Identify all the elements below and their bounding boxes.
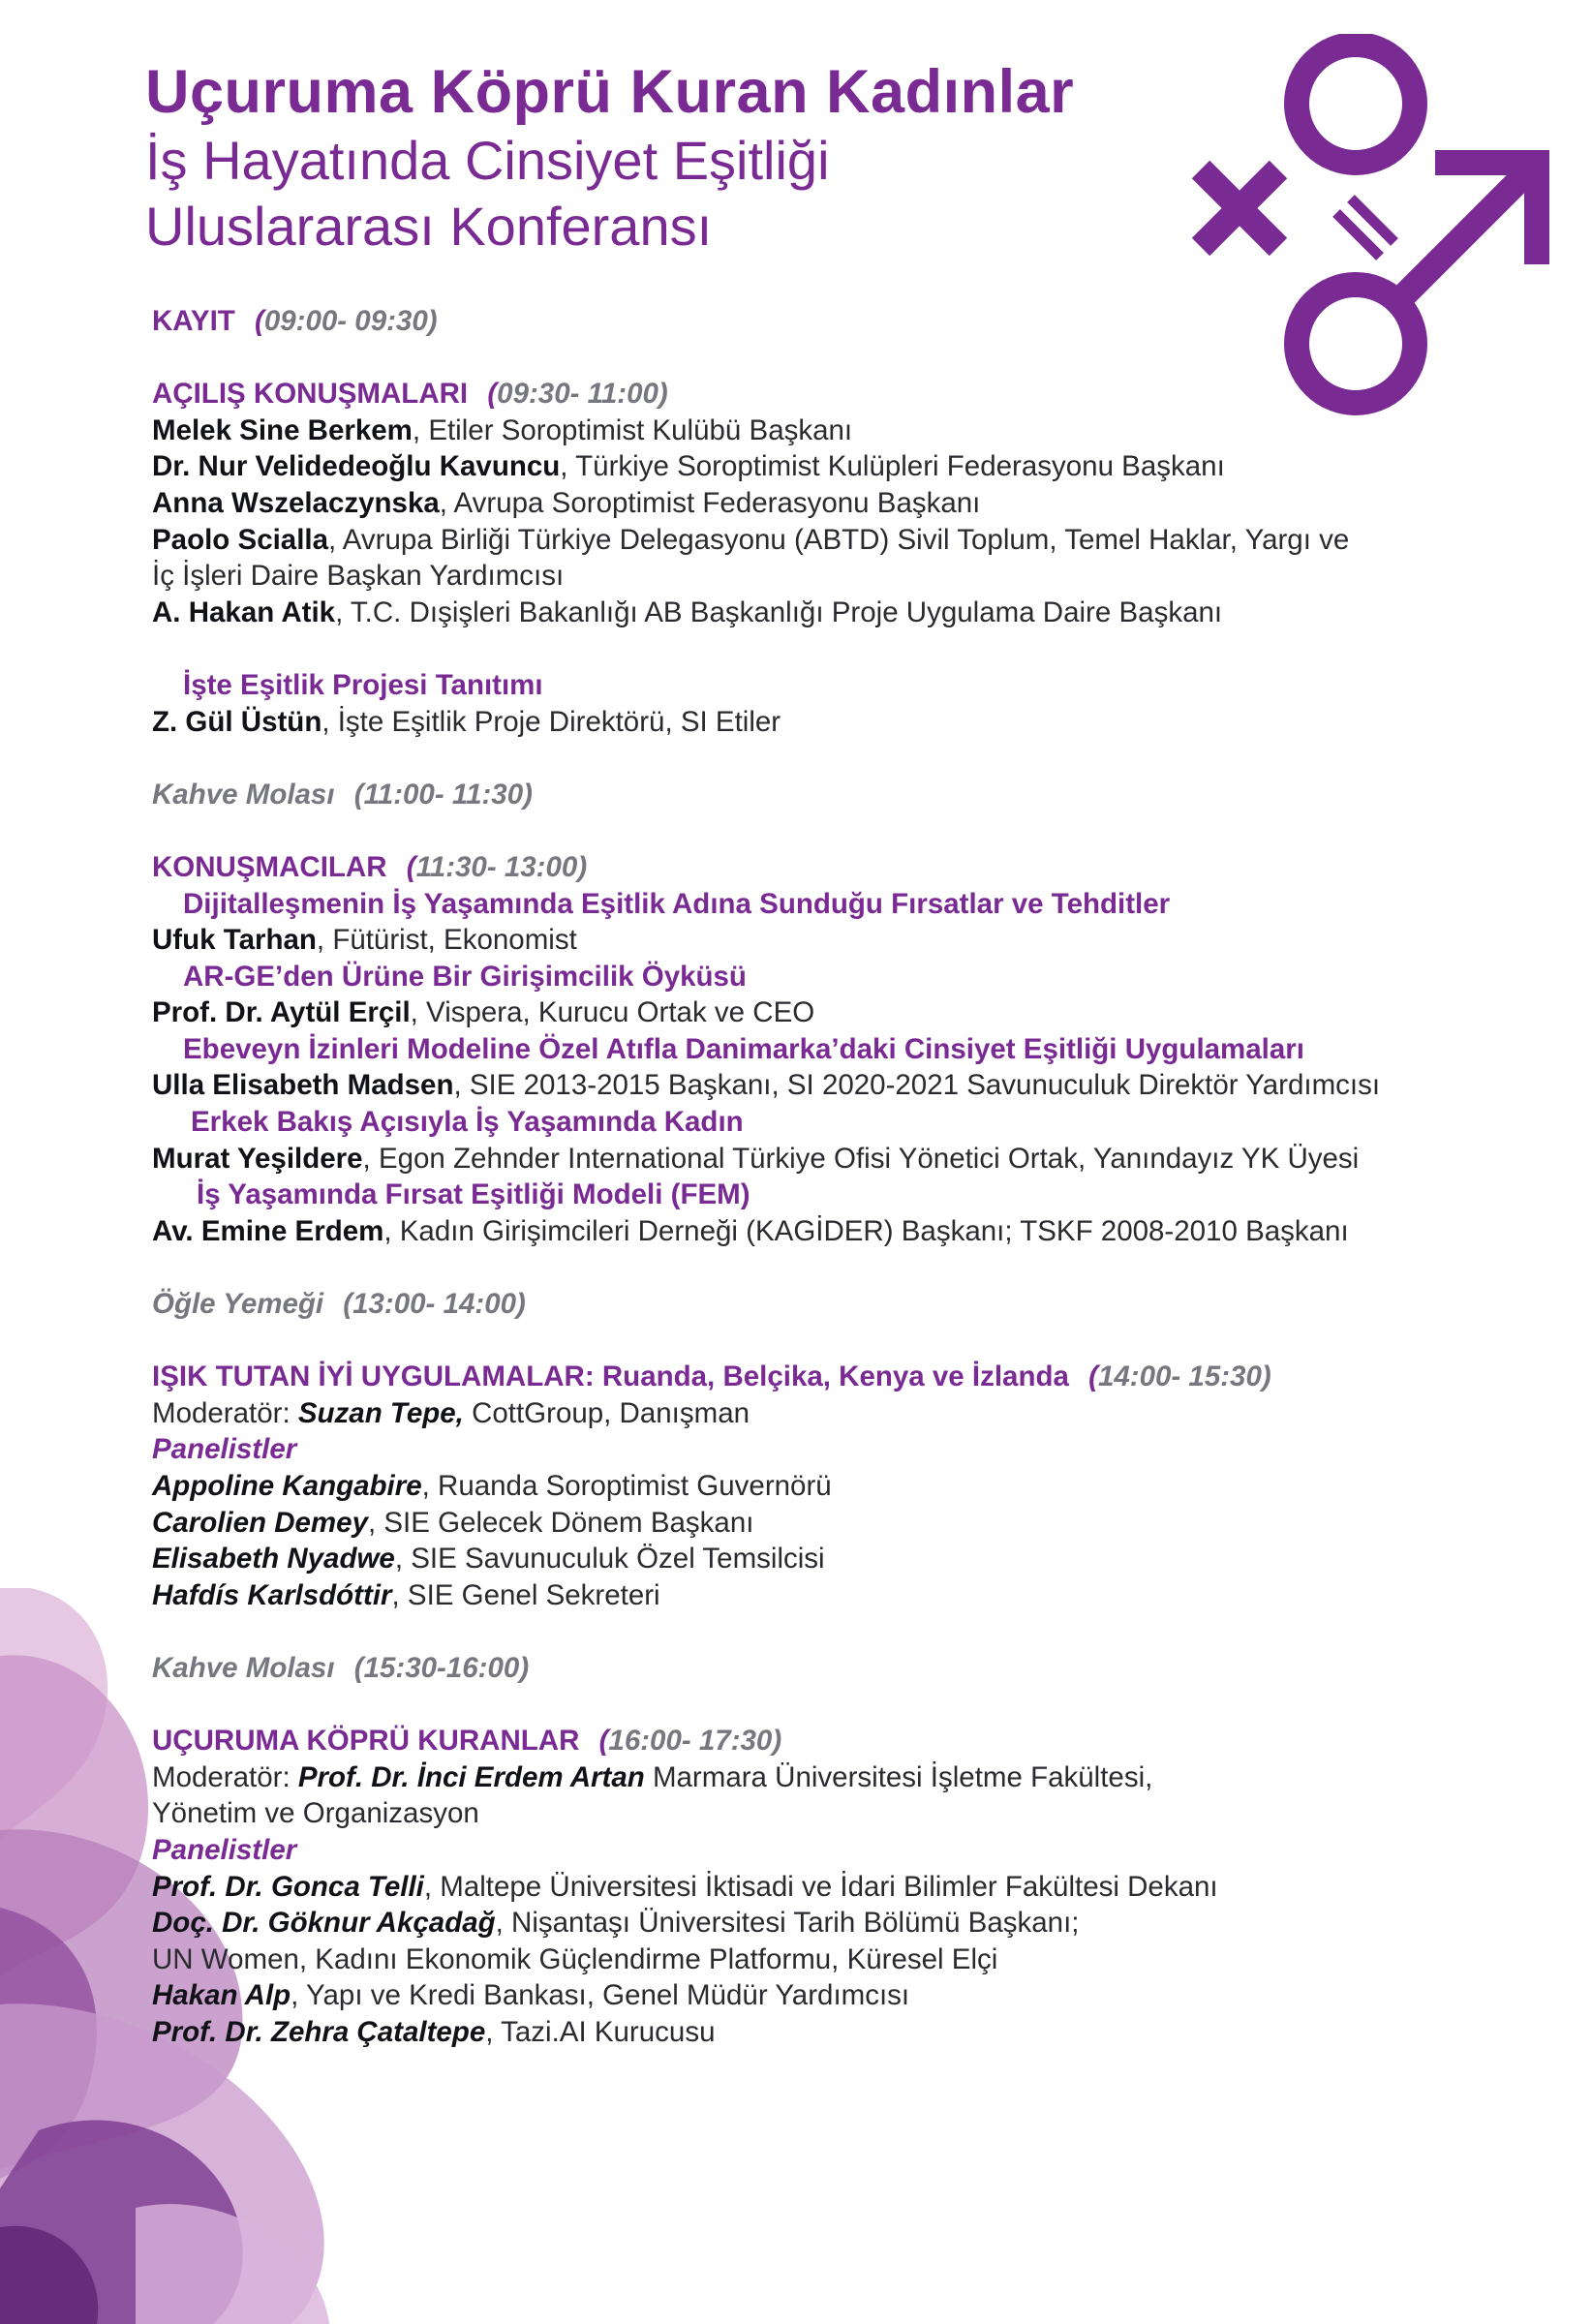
- moderator-row: Moderatör: Suzan Tepe, CottGroup, Danışman: [152, 1396, 750, 1429]
- conference-title: [145, 56, 1074, 260]
- talk-topic: İş Yaşamında Fırsat Eşitliği Modeli (FEM): [197, 1178, 750, 1211]
- time-range: (15:30-16:00): [353, 1651, 530, 1684]
- title-line-3: Uluslararası Konferansı: [145, 196, 713, 257]
- moderator-row: Moderatör: Prof. Dr. İnci Erdem Artan Marmara Üniversitesi İşletme Fakültesi,: [152, 1760, 1153, 1793]
- talk-topic: Dijitalleşmenin İş Yaşamında Eşitlik Adına Sunduğu Fırsatlar ve Tehditler: [183, 887, 1171, 920]
- speaker-row: Av. Emine Erdem, Kadın Girişimcileri Derneği (KAGİDER) Başkanı; TSKF 2008-2010 Başkanı: [152, 1214, 1349, 1247]
- registration-row: [152, 303, 1411, 340]
- panelist-row: Prof. Dr. Zehra Çataltepe, Tazi.AI Kurucusu: [152, 2015, 716, 2048]
- bridge-header: [152, 1723, 1411, 1759]
- good-practices-header: [152, 1359, 1411, 1395]
- title-line-2: İş Hayatında Cinsiyet Eşitliği: [145, 130, 830, 191]
- section-title: UÇURUMA KÖPRÜ KURANLAR: [152, 1725, 580, 1758]
- coffee-break-row: Kahve Molası (11:00- 11:30): [152, 778, 533, 810]
- section-title: KONUŞMACILAR: [152, 850, 387, 883]
- speaker-row: Z. Gül Üstün, İşte Eşitlik Proje Direktörü, SI Etiler: [152, 705, 781, 738]
- speaker-row: Prof. Dr. Aytül Erçil, Vispera, Kurucu Ortak ve CEO: [152, 996, 815, 1029]
- section-title: AÇILIŞ KONUŞMALARI: [152, 378, 469, 411]
- talk-topic: Erkek Bakış Açısıyla İş Yaşamında Kadın: [191, 1106, 744, 1139]
- talk-topic: AR-GE’den Ürüne Bir Girişimcilik Öyküsü: [183, 960, 747, 993]
- speaker-row: Dr. Nur Velidedeoğlu Kavuncu, Türkiye Soroptimist Kulüpleri Federasyonu Başkanı: [152, 450, 1225, 483]
- speaker-row: Paolo Scialla, Avrupa Birliği Türkiye Delegasyonu (ABTD) Sivil Toplum, Temel Haklar, Yargı ve: [152, 523, 1350, 556]
- speaker-row-continued: İç İşleri Daire Başkan Yardımcısı: [152, 560, 565, 593]
- coffee-break-row: Kahve Molası (15:30-16:00): [152, 1651, 530, 1684]
- title-line-1: Uçuruma Köprü Kuran Kadınlar: [145, 58, 1075, 126]
- time-range: (11:00- 11:30): [353, 778, 533, 810]
- time-range: (09:00- 09:30): [255, 305, 438, 337]
- opening-header: [152, 376, 1411, 413]
- time-range: (13:00- 14:00): [343, 1288, 526, 1321]
- panelist-row: Hafdís Karlsdóttir, SIE Genel Sekreteri: [152, 1578, 660, 1611]
- time-range: (16:00- 17:30): [598, 1725, 782, 1758]
- speaker-row: Melek Sine Berkem, Etiler Soroptimist Kulübü Başkanı: [152, 413, 853, 446]
- panelist-row: Prof. Dr. Gonca Telli, Maltepe Üniversitesi İktisadi ve İdari Bilimler Fakültesi Dekanı: [152, 1870, 1218, 1903]
- section-title: IŞIK TUTAN İYİ UYGULAMALAR: Ruanda, Belçika, Kenya ve İzlanda: [152, 1361, 1069, 1393]
- panelist-row: Hakan Alp, Yapı ve Kredi Bankası, Genel Müdür Yardımcısı: [152, 1979, 910, 2012]
- time-range: (14:00- 15:30): [1088, 1361, 1271, 1393]
- panelists-label: Panelistler: [152, 1833, 297, 1866]
- panelist-row: Doç. Dr. Göknur Akçadağ, Nişantaşı Üniversitesi Tarih Bölümü Başkanı;: [152, 1907, 1080, 1940]
- program-schedule: [152, 303, 1411, 2051]
- talk-topic: Ebeveyn İzinleri Modeline Özel Atıfla Danimarka’daki Cinsiyet Eşitliği Uygulamaları: [183, 1032, 1304, 1065]
- speaker-row: Murat Yeşildere, Egon Zehnder International Türkiye Ofisi Yönetici Ortak, Yanındayız YK Üyesi: [152, 1142, 1360, 1175]
- speakers-header: [152, 849, 1411, 886]
- panelist-row: Appoline Kangabire, Ruanda Soroptimist Guvernörü: [152, 1470, 832, 1502]
- panelists-label: Panelistler: [152, 1433, 297, 1466]
- project-title: İşte Eşitlik Projesi Tanıtımı: [183, 668, 543, 701]
- speaker-row: Anna Wszelaczynska, Avrupa Soroptimist Federasyonu Başkanı: [152, 486, 981, 519]
- speaker-row: Ulla Elisabeth Madsen, SIE 2013-2015 Başkanı, SI 2020-2021 Savunuculuk Direktör Yardımcısı: [152, 1069, 1381, 1102]
- speaker-row: A. Hakan Atik, T.C. Dışişleri Bakanlığı AB Başkanlığı Proje Uygulama Daire Başkanı: [152, 596, 1223, 628]
- time-range: (09:30- 11:00): [487, 378, 668, 411]
- panelist-row-continued: UN Women, Kadını Ekonomik Güçlendirme Platformu, Küresel Elçi: [152, 1942, 998, 1975]
- lunch-row: Öğle Yemeği (13:00- 14:00): [152, 1288, 526, 1321]
- panelist-row: Elisabeth Nyadwe, SIE Savunuculuk Özel Temsilcisi: [152, 1543, 825, 1575]
- moderator-row-continued: Yönetim ve Organizasyon: [152, 1797, 479, 1830]
- speaker-row: Ufuk Tarhan, Fütürist, Ekonomist: [152, 924, 577, 957]
- time-range: (11:30- 13:00): [406, 850, 588, 883]
- section-title: KAYIT: [152, 305, 235, 337]
- panelist-row: Carolien Demey, SIE Gelecek Dönem Başkanı: [152, 1506, 754, 1539]
